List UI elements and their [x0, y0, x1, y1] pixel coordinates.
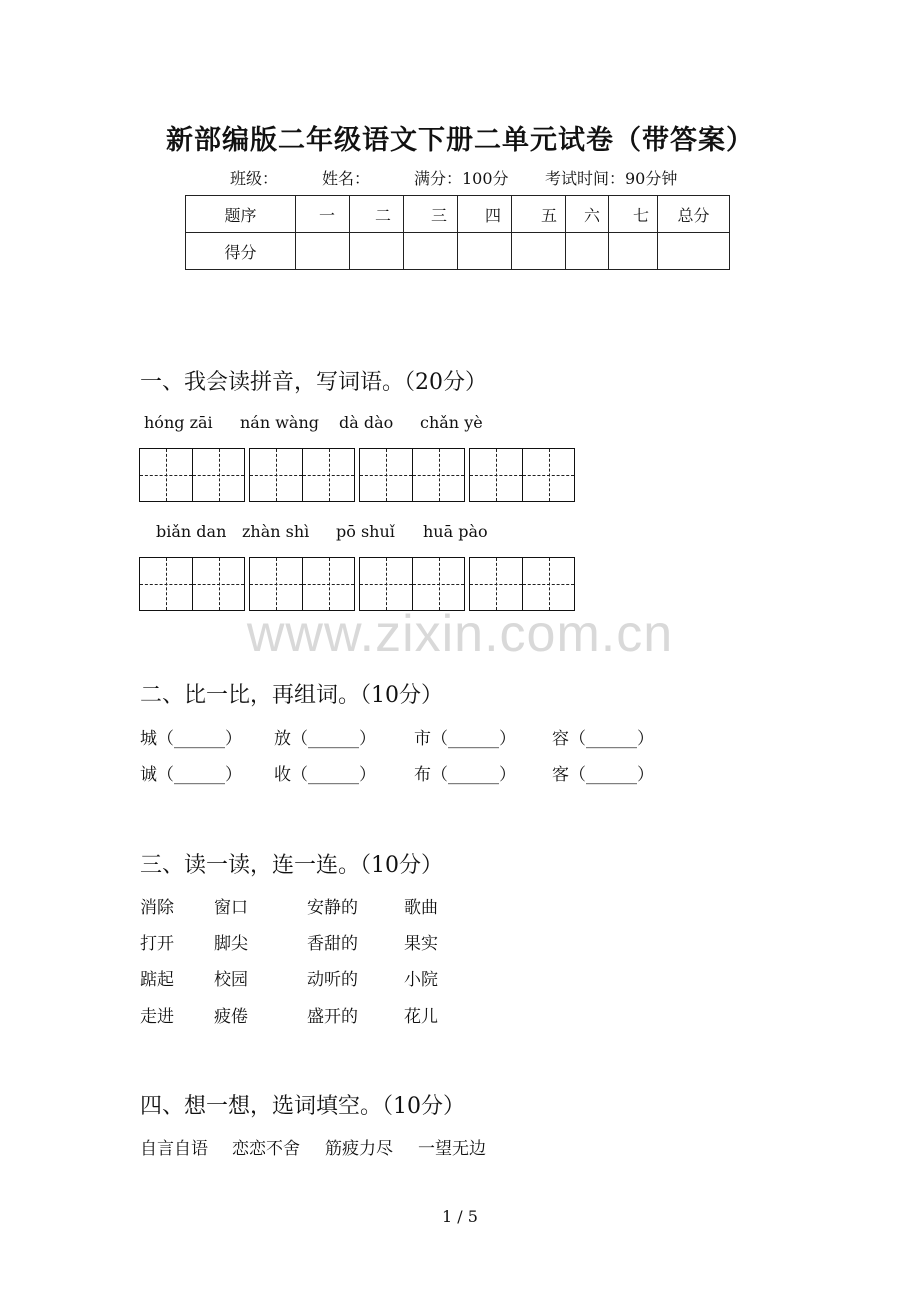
tian-cell[interactable] — [360, 449, 412, 501]
word-box[interactable] — [469, 557, 575, 611]
word-item: 容（______） — [552, 729, 654, 749]
exam-title: 新部编版二年级语文下册二单元试卷（带答案） — [166, 125, 754, 156]
header-cell: 五 — [512, 196, 566, 233]
word-choice: 自言自语 — [140, 1139, 208, 1159]
match-item[interactable]: 消除 — [140, 898, 174, 918]
match-item[interactable]: 疲倦 — [214, 1007, 248, 1027]
match-item[interactable]: 踮起 — [140, 970, 174, 990]
word-box[interactable] — [359, 448, 465, 502]
header-cell: 题序 — [186, 196, 296, 233]
score-table-header — [186, 196, 730, 233]
word-box[interactable] — [249, 448, 355, 502]
header-cell: 一 — [296, 196, 350, 233]
score-cell[interactable] — [512, 233, 566, 270]
word-box[interactable] — [139, 448, 245, 502]
page-number: 1 / 5 — [442, 1207, 478, 1226]
score-table — [185, 195, 730, 270]
section3-heading: 三、读一读，连一连。（10分） — [140, 853, 443, 878]
score-cell[interactable] — [609, 233, 658, 270]
word-item: 市（______） — [414, 729, 516, 749]
match-item[interactable]: 走进 — [140, 1007, 174, 1027]
pinyin: chǎn yè — [420, 413, 483, 432]
watermark: www.zixin.com.cn — [246, 605, 674, 663]
match-item[interactable]: 小院 — [404, 970, 438, 990]
full-score: 满分：100分 — [414, 169, 509, 188]
word-item: 布（______） — [414, 765, 516, 785]
match-item[interactable]: 窗口 — [214, 898, 248, 918]
word-item: 放（______） — [274, 729, 376, 749]
row-label: 得分 — [186, 233, 296, 270]
tian-cell[interactable] — [250, 558, 302, 610]
header-cell: 七 — [609, 196, 658, 233]
section4-heading: 四、想一想，选词填空。（10分） — [140, 1094, 465, 1119]
score-cell[interactable] — [458, 233, 512, 270]
pinyin: nán wàng — [240, 413, 320, 432]
writing-grid-row1 — [139, 448, 575, 502]
section2-heading: 二、比一比，再组词。（10分） — [140, 683, 443, 708]
name-label: 姓名： — [322, 169, 371, 188]
tian-cell[interactable] — [140, 558, 192, 610]
header-cell: 三 — [404, 196, 458, 233]
tian-cell[interactable] — [470, 558, 522, 610]
tian-cell[interactable] — [302, 449, 354, 501]
exam-time: 考试时间：90分钟 — [545, 169, 678, 188]
tian-cell[interactable] — [470, 449, 522, 501]
match-item[interactable]: 校园 — [214, 970, 248, 990]
match-item[interactable]: 盛开的 — [307, 1007, 358, 1027]
score-cell[interactable] — [658, 233, 730, 270]
tian-cell[interactable] — [522, 449, 574, 501]
word-box[interactable] — [359, 557, 465, 611]
tian-cell[interactable] — [360, 558, 412, 610]
match-item[interactable]: 脚尖 — [214, 934, 248, 954]
match-item[interactable]: 动听的 — [307, 970, 358, 990]
word-item: 客（______） — [552, 765, 654, 785]
match-item[interactable]: 歌曲 — [404, 898, 438, 918]
match-item[interactable]: 安静的 — [307, 898, 358, 918]
word-choice: 筋疲力尽 — [325, 1139, 393, 1159]
header-cell: 二 — [350, 196, 404, 233]
header-cell: 四 — [458, 196, 512, 233]
pinyin: zhàn shì — [242, 522, 310, 541]
section1-heading: 一、我会读拼音，写词语。（20分） — [140, 370, 487, 395]
match-item[interactable]: 花儿 — [404, 1007, 438, 1027]
pinyin: hóng zāi — [144, 413, 213, 432]
match-item[interactable]: 果实 — [404, 934, 438, 954]
tian-cell[interactable] — [140, 449, 192, 501]
word-item: 收（______） — [274, 765, 376, 785]
pinyin: pō shuǐ — [336, 522, 395, 541]
tian-cell[interactable] — [192, 449, 244, 501]
word-box[interactable] — [249, 557, 355, 611]
score-cell[interactable] — [350, 233, 404, 270]
tian-cell[interactable] — [302, 558, 354, 610]
score-cell[interactable] — [296, 233, 350, 270]
word-box[interactable] — [139, 557, 245, 611]
score-cell[interactable] — [566, 233, 609, 270]
tian-cell[interactable] — [522, 558, 574, 610]
tian-cell[interactable] — [192, 558, 244, 610]
word-item: 诚（______） — [140, 765, 242, 785]
class-label: 班级： — [230, 169, 279, 188]
tian-cell[interactable] — [412, 449, 464, 501]
tian-cell[interactable] — [412, 558, 464, 610]
score-table-row — [186, 233, 730, 270]
word-item: 城（______） — [140, 729, 242, 749]
word-choice: 恋恋不舍 — [232, 1139, 300, 1159]
match-item[interactable]: 香甜的 — [307, 934, 358, 954]
header-cell: 六 — [566, 196, 609, 233]
pinyin: biǎn dan — [156, 522, 227, 541]
pinyin: dà dào — [339, 413, 394, 432]
match-item[interactable]: 打开 — [140, 934, 174, 954]
score-cell[interactable] — [404, 233, 458, 270]
word-box[interactable] — [469, 448, 575, 502]
tian-cell[interactable] — [250, 449, 302, 501]
writing-grid-row2 — [139, 557, 575, 611]
word-choice: 一望无边 — [418, 1139, 486, 1159]
pinyin: huā pào — [423, 522, 488, 541]
header-cell: 总分 — [658, 196, 730, 233]
